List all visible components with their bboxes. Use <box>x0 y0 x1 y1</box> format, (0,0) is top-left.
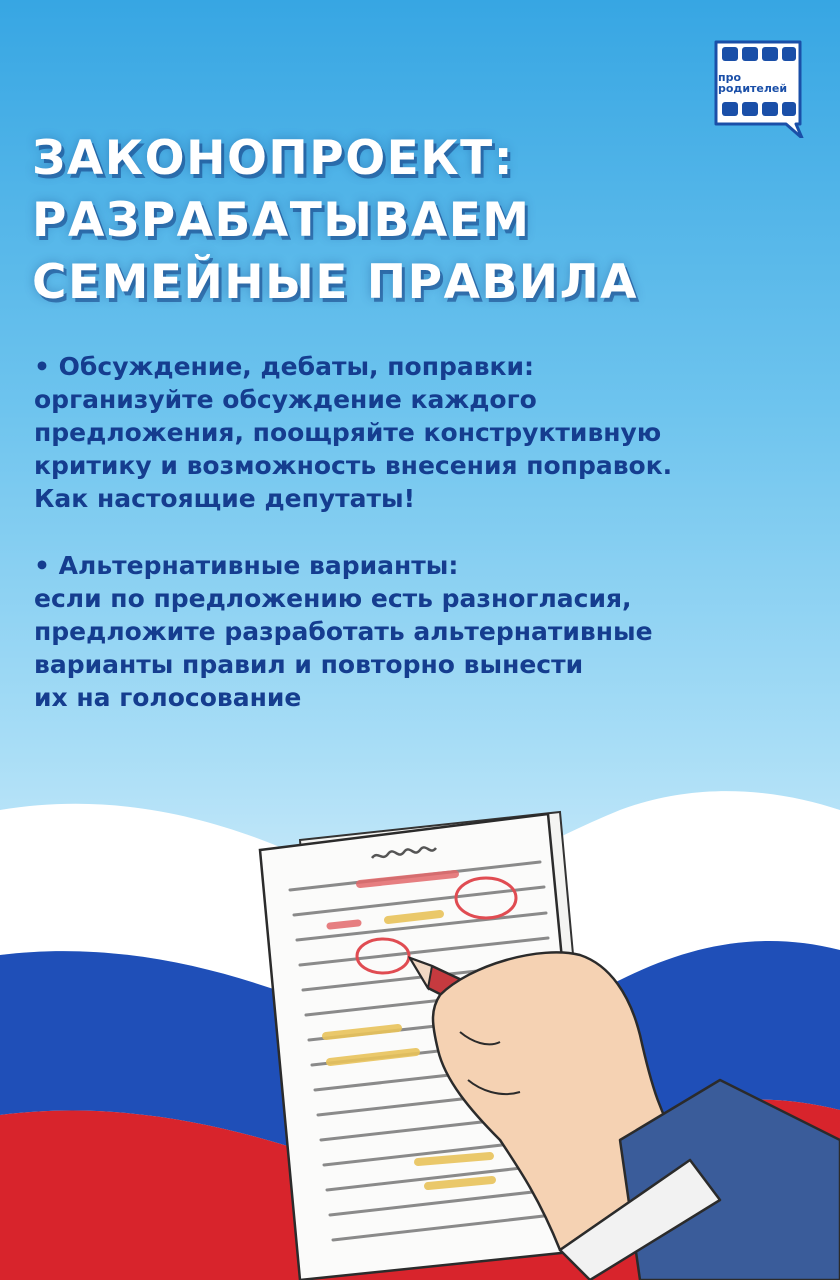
tip-line: если по предложению есть разногласия, <box>34 584 632 613</box>
tip-line: предложения, поощряйте конструктивную <box>34 418 662 447</box>
pro-roditeley-logo <box>712 38 804 138</box>
tip-line: варианты правил и повторно вынести <box>34 650 584 679</box>
tip-line: • Обсуждение, дебаты, поправки: <box>34 352 535 381</box>
page-title <box>32 128 812 314</box>
logo-line-2: родителей <box>718 82 788 95</box>
tip-line: критику и возможность внесения поправок. <box>34 451 673 480</box>
title-line: СЕМЕЙНЫЕ ПРАВИЛА <box>32 255 639 310</box>
tip-line: Как настоящие депутаты! <box>34 484 416 513</box>
tip-line: их на голосование <box>34 683 302 712</box>
tip-line: организуйте обсуждение каждого <box>34 385 537 414</box>
title-line: РАЗРАБАТЫВАЕМ <box>32 193 531 248</box>
hand-writing-document-illustration <box>0 780 840 1280</box>
title-line: ЗАКОНОПРОЕКТ: <box>32 131 515 186</box>
tip-item <box>34 350 834 515</box>
tip-line: предложите разработать альтернативные <box>34 617 653 646</box>
tip-line: • Альтернативные варианты: <box>34 551 459 580</box>
tip-item <box>34 549 834 714</box>
logo-line-1: про <box>718 71 742 84</box>
tips-list <box>34 350 834 748</box>
